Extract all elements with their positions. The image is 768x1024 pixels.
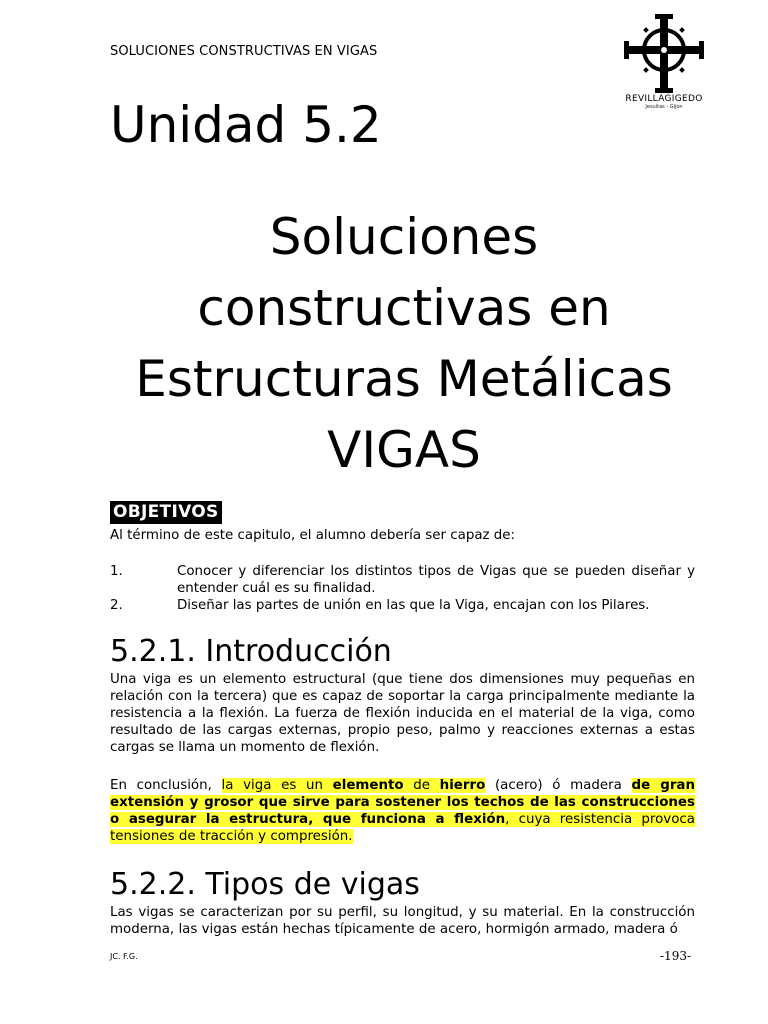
highlight-text: , cuya resistencia provoca tensiones de tracción y compresión.: [110, 812, 695, 844]
objectives-label: OBJETIVOS: [110, 501, 222, 524]
list-item-text: Diseñar las partes de unión en las que la Viga, encajan con los Pilares.: [177, 598, 650, 613]
footer-author: JC. F.G.: [110, 952, 138, 961]
list-item-text: Conocer y diferenciar los distintos tipos de Vigas que se pueden diseñar y entender cuál es su finalidad.: [177, 564, 695, 596]
conclusion-lead: En conclusión,: [110, 778, 222, 793]
cross-icon: [624, 14, 704, 94]
logo-name: REVILLAGIGEDO: [625, 94, 703, 104]
highlight-text: la viga es un: [221, 778, 333, 793]
tipos-paragraph: Las vigas se caracterizan por su perfil, su longitud, y su material. En la construcción moderna, las vigas están hechas típicamente de acero, hormigón armado, madera ó: [110, 905, 695, 937]
page-title: [60, 202, 748, 486]
title-line: Estructuras Metálicas: [135, 350, 673, 408]
conclusion-paragraph: [110, 777, 695, 845]
section-heading-tipos: 5.2.2. Tipos de vigas: [110, 867, 420, 902]
highlight-bold: de gran extensión y grosor que sirve para sostener los techos de las construcciones o asegurar la estructura, que funciona a flexión: [110, 778, 695, 827]
list-item-number: 1.: [110, 564, 123, 579]
title-line: Soluciones: [269, 208, 539, 266]
list-item-number: 2.: [110, 598, 123, 613]
highlight-bold: hierro: [439, 778, 486, 793]
intro-paragraph: Una viga es un elemento estructural (que tiene dos dimensiones muy pequeñas en relación con la tercera) que es capaz de soportar la carga principalmente mediante la resistencia a la flexión. La fuerza de flexión inducida en el material de la viga, como resultado de las cargas externas, propio peso, palmo y reacciones externas a estas cargas se llama un momento de flexión.: [110, 672, 695, 755]
school-logo: [614, 14, 714, 118]
unit-number: Unidad 5.2: [110, 96, 382, 154]
title-line: VIGAS: [327, 421, 481, 479]
conclusion-mid: (acero) ó madera: [485, 778, 632, 793]
section-heading-introduccion: 5.2.1. Introducción: [110, 634, 392, 669]
objectives-intro: Al término de este capitulo, el alumno debería ser capaz de:: [110, 528, 516, 543]
highlight-text: de: [403, 778, 440, 793]
logo-subtitle: Jesuitas - Gijón: [645, 104, 683, 110]
title-line: constructivas en: [197, 279, 611, 337]
running-header: SOLUCIONES CONSTRUCTIVAS EN VIGAS: [110, 44, 378, 59]
list-item: [110, 597, 695, 614]
highlight-bold: elemento: [332, 778, 404, 793]
list-item: [110, 563, 695, 597]
page-number: -193-: [660, 949, 692, 963]
